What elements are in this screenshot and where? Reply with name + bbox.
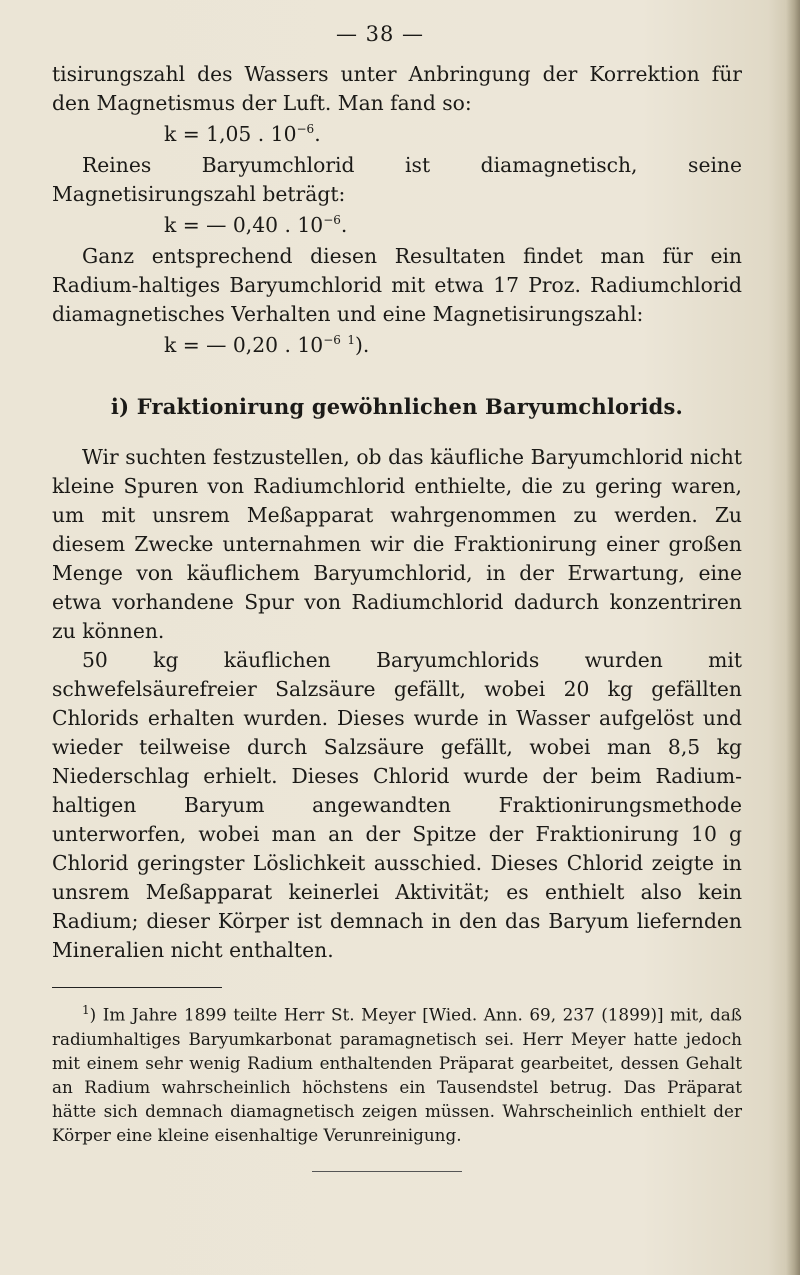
footnote-text: ) Im Jahre 1899 teilte Herr St. Meyer [Wied. Ann. 69, 237 (1899)] mit, daß radiumhaltiges Baryumkarbonat paramagnetisch sei. Herr Meyer hatte jedoch mit einem sehr wenig Radium enthaltenden Präparat gearbeitet, dessen Gehalt an Radium wahrscheinlich höchstens ein Tausendstel betrug. Das Präparat hätte sich demnach diamagnetisch zeigen müssen. Wahrscheinlich enthielt der Körper eine kleine eisenhaltige Verunreinigung. xyxy=(52,1004,742,1145)
footnote-mark: 1 xyxy=(82,1003,90,1017)
page-number: — 38 — xyxy=(335,22,425,46)
formula-3-footnote-ref: 1 xyxy=(347,333,356,348)
formula-3-exponent: −6 xyxy=(323,333,341,348)
paragraph-3: Ganz entsprechend diesen Resultaten findet man für ein Radium-haltiges Baryumchlorid mit etwa 17 Proz. Radiumchlorid diamagnetisches Verhalten und eine Magnetisirungszahl: xyxy=(52,244,742,326)
formula-1 xyxy=(52,120,742,149)
formula-3-tail: ). xyxy=(355,333,370,357)
formula-1-tail: . xyxy=(314,122,321,146)
section-heading: i) Fraktionirung gewöhnlichen Baryumchlorids. xyxy=(110,394,684,419)
formula-2-lhs: k = — 0,40 . 10 xyxy=(164,213,324,237)
footnote-divider xyxy=(52,987,222,988)
formula-2-exponent: −6 xyxy=(323,213,341,228)
paragraph-2: Reines Baryumchlorid ist diamagnetisch, seine Magnetisirungszahl beträgt: xyxy=(52,153,742,206)
formula-3-lhs: k = — 0,20 . 10 xyxy=(164,333,324,357)
formula-3 xyxy=(52,331,742,360)
page-content xyxy=(52,60,742,1172)
paragraph-5: 50 kg käuflichen Baryumchlorids wurden mit schwefelsäurefreier Salzsäure gefällt, wobei 20 kg gefällten Chlorids erhalten wurden. Dieses wurde in Wasser aufgelöst und wieder teilweise durch Salzsäure gefällt, wobei man 8,5 kg Niederschlag erhielt. Dieses Chlorid wurde der beim Radium-haltigen Baryum angewandten Fraktionirungsmethode unterworfen, wobei man an der Spitze der Fraktionirung 10 g Chlorid geringster Löslichkeit ausschied. Dieses Chlorid zeigte in unsrem Meßapparat keinerlei Aktivität; es enthielt also kein Radium; dieser Körper ist demnach in den das Baryum liefernden Mineralien nicht enthalten. xyxy=(52,648,742,962)
footnote xyxy=(52,998,742,1147)
formula-2-tail: . xyxy=(340,213,348,237)
paragraph-1: tisirungszahl des Wassers unter Anbringung der Korrektion für den Magnetismus der Luft. Man fand so: xyxy=(52,62,742,115)
paragraph-4: Wir suchten festzustellen, ob das käufliche Baryumchlorid nicht kleine Spuren von Radiumchlorid enthielte, die zu gering waren, um mit unsrem Meßapparat wahrgenommen zu werden. Zu diesem Zwecke unternahmen wir die Fraktionirung einer großen Menge von käuflichem Baryumchlorid, in der Erwartung, eine etwa vorhandene Spur von Radiumchlorid dadurch konzentriren zu können. xyxy=(52,445,742,643)
formula-2 xyxy=(52,211,742,240)
page-edge-shadow xyxy=(786,0,800,1275)
page-end-rule xyxy=(312,1171,462,1172)
formula-1-exponent: −6 xyxy=(296,122,315,137)
formula-1-lhs: k = 1,05 . 10 xyxy=(164,122,297,146)
